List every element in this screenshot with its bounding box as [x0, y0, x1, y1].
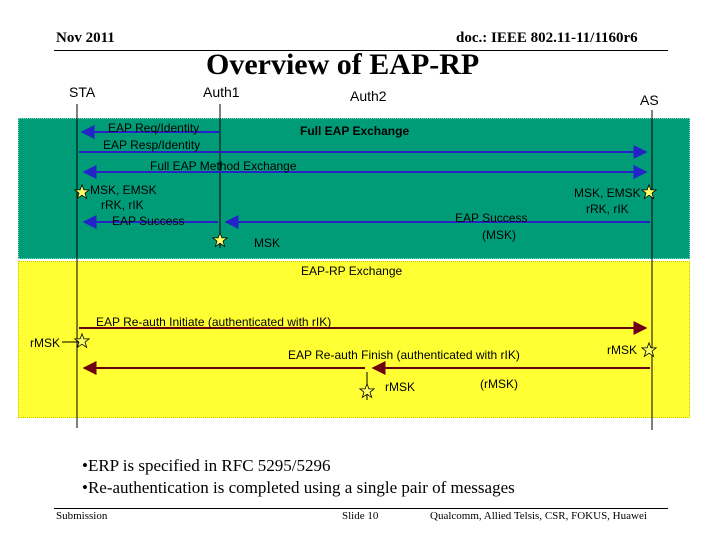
label-eap-success-left: EAP Success: [112, 214, 185, 228]
label-full-eap-exchange: Full EAP Exchange: [300, 124, 410, 138]
bullet-item: •Re-authentication is completed using a single pair of messages: [82, 478, 515, 497]
star-icon: [641, 184, 657, 200]
header-date: Nov 2011: [56, 30, 115, 46]
label-reauth-finish: EAP Re-auth Finish (authenticated with rIK): [288, 348, 520, 362]
bullet-list: [82, 455, 515, 499]
label-as-keys-1: MSK, EMSK: [574, 186, 641, 200]
entity-auth2: Auth2: [350, 88, 387, 104]
entity-as: AS: [640, 92, 659, 108]
label-sta-keys-1: MSK, EMSK: [90, 183, 157, 197]
header-doc-id: doc.: IEEE 802.11-11/1160r6: [456, 30, 638, 46]
star-icon: [212, 232, 228, 248]
bullet-text: ERP is specified in RFC 5295/5296: [87, 456, 331, 475]
label-auth1-msk: MSK: [254, 236, 281, 250]
label-auth1-rmsk: rMSK: [385, 380, 415, 394]
label-req-identity: EAP Req/Identity: [108, 121, 200, 135]
star-icon: [74, 184, 90, 200]
entity-auth1: Auth1: [203, 84, 240, 100]
bullet-item: •ERP is specified in RFC 5295/5296: [82, 456, 331, 475]
footer-submission: Submission: [56, 510, 108, 522]
footer-slide-number: Slide 10: [342, 510, 379, 522]
star-icon: [74, 333, 90, 349]
label-sta-rmsk: rMSK: [30, 336, 60, 350]
label-reauth-initiate: EAP Re-auth Initiate (authenticated with rIK): [96, 315, 332, 329]
star-icon: [359, 383, 375, 399]
footer-rule: [54, 508, 668, 509]
label-as-keys-2: rRK, rIK: [586, 202, 629, 216]
label-as-rmsk: rMSK: [607, 343, 637, 357]
label-erp-exchange: EAP-RP Exchange: [301, 264, 403, 278]
label-msk-paren: (MSK): [482, 228, 516, 242]
star-icon: [641, 342, 657, 358]
bullet-text: Re-authentication is completed using a single pair of messages: [87, 478, 515, 497]
label-eap-success-right: EAP Success: [455, 211, 528, 225]
entity-sta: STA: [69, 84, 96, 100]
label-sta-keys-2: rRK, rIK: [101, 198, 144, 212]
label-resp-identity: EAP Resp/Identity: [103, 138, 201, 152]
footer-authors: Qualcomm, Allied Telsis, CSR, FOKUS, Huawei: [430, 510, 647, 522]
page-title: Overview of EAP-RP: [206, 48, 480, 81]
label-full-method-exchange: Full EAP Method Exchange: [150, 159, 297, 173]
label-rmsk-paren: (rMSK): [480, 377, 518, 391]
